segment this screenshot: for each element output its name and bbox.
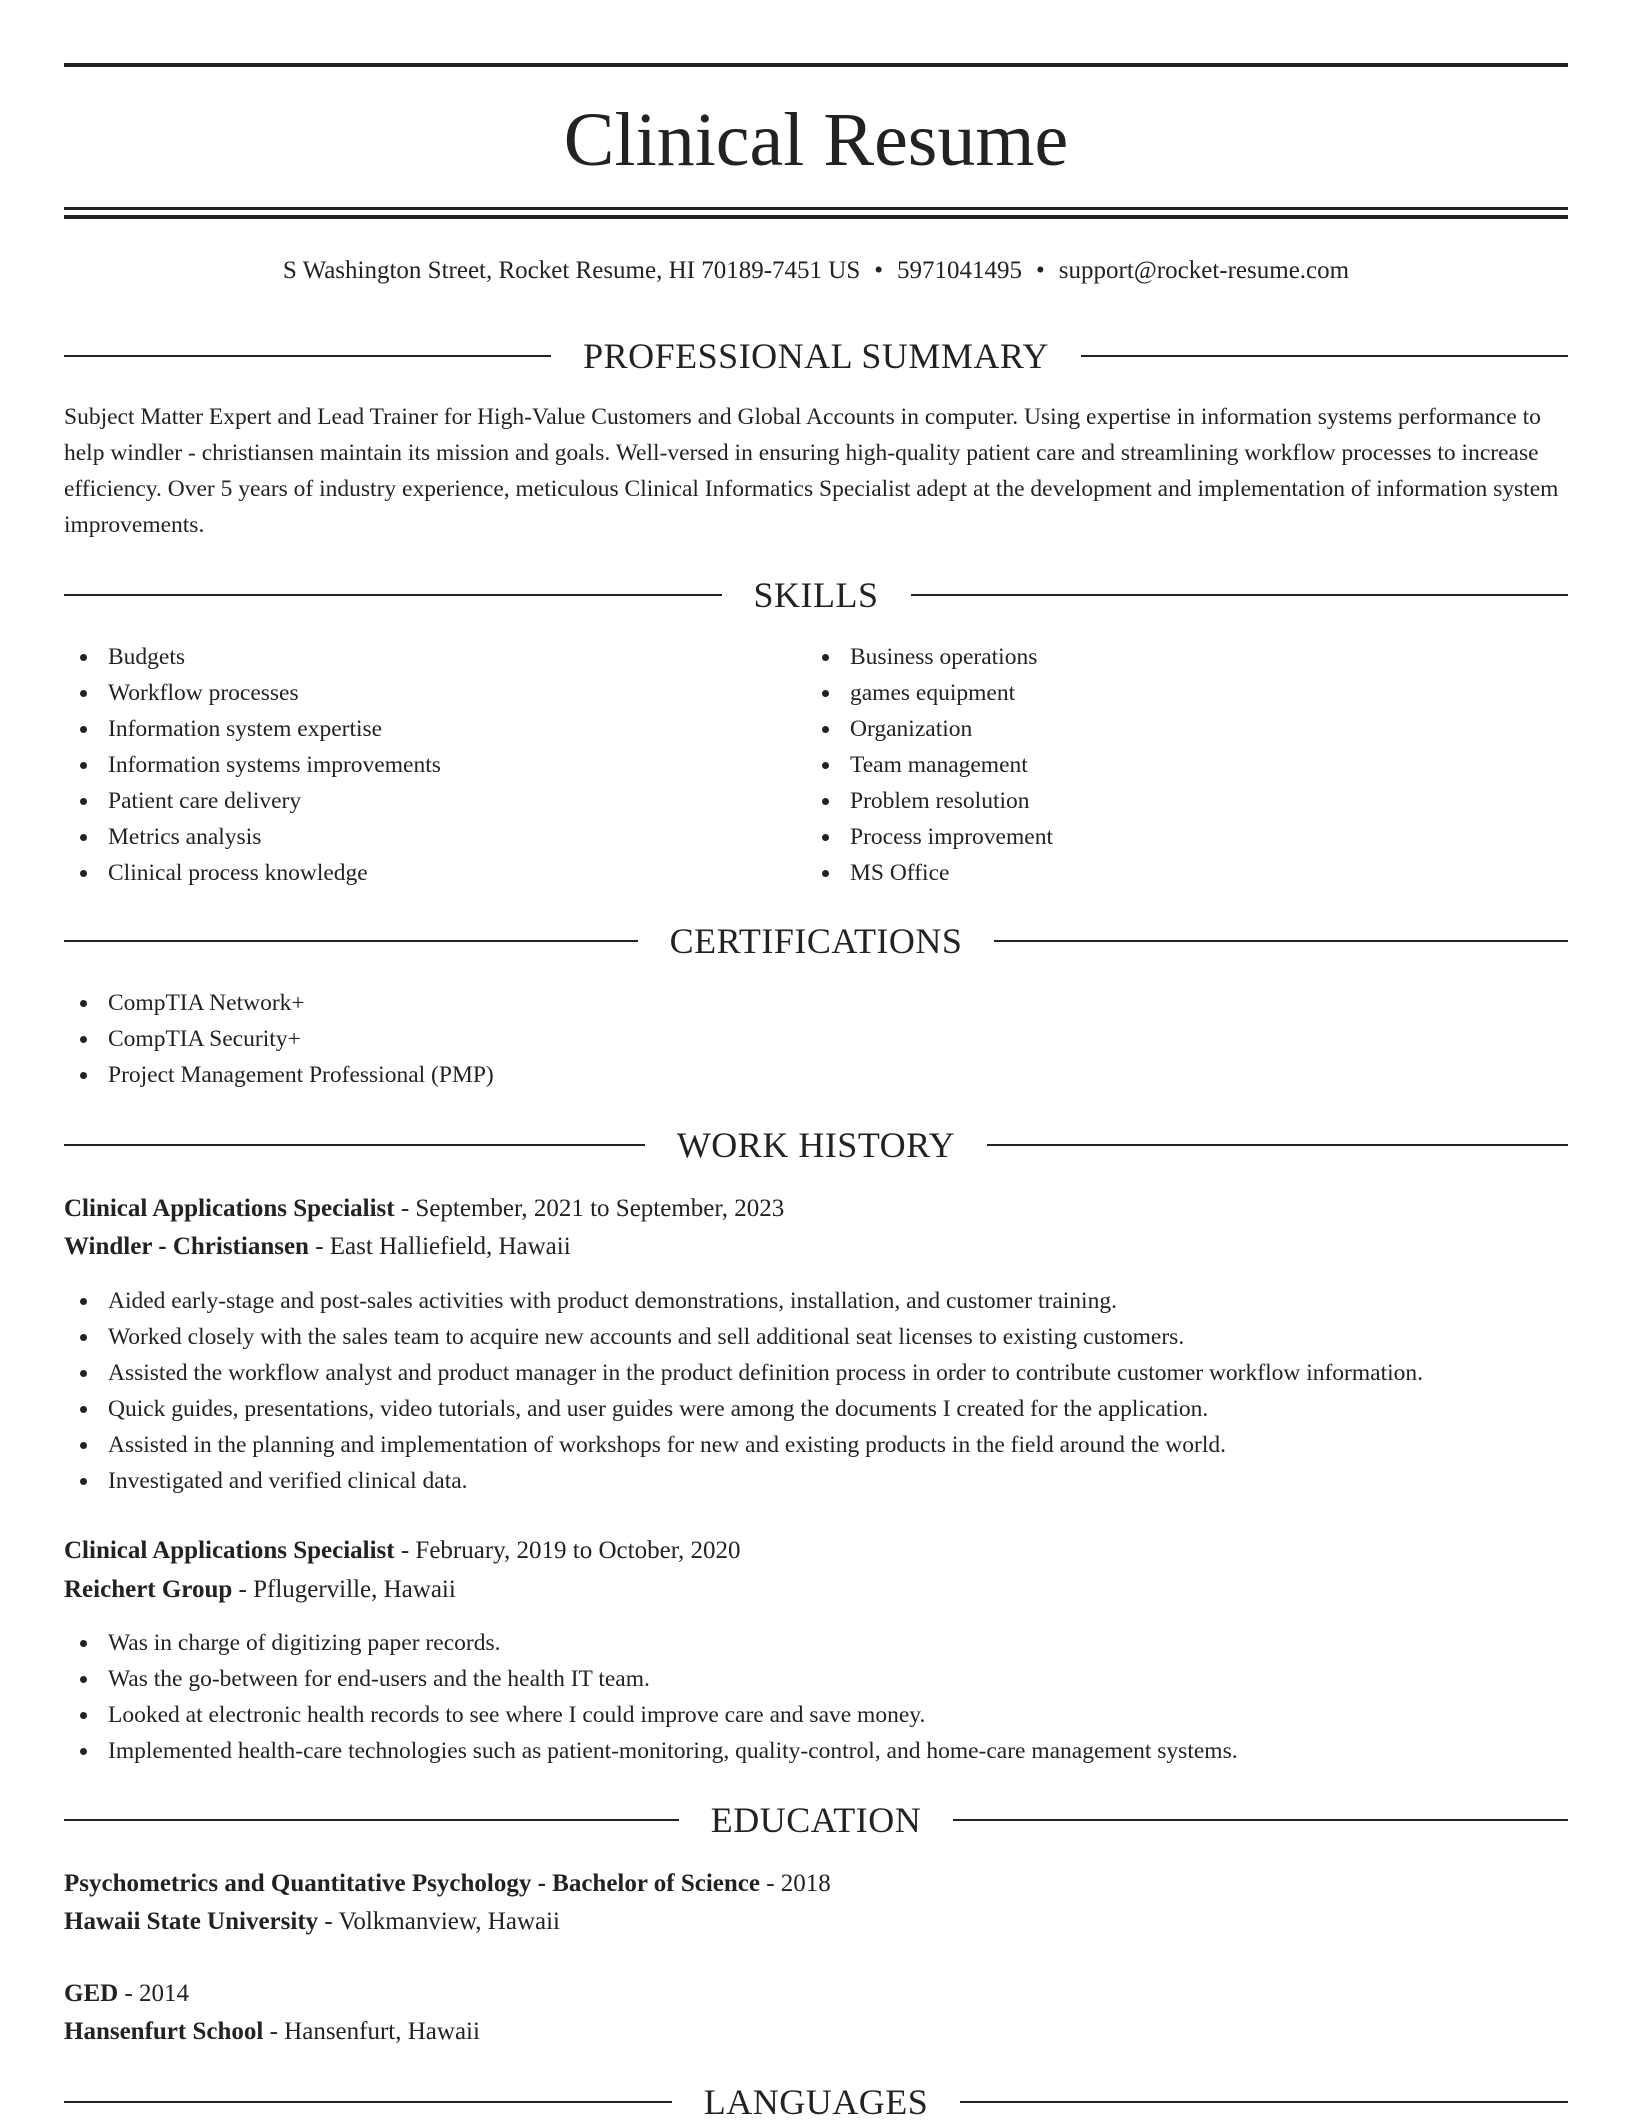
- resume-name: Clinical Resume: [563, 98, 1069, 182]
- job-title-line: [64, 1533, 741, 1569]
- heading-rule-left: [64, 1144, 645, 1146]
- certification-item: Project Management Professional (PMP): [64, 1057, 494, 1093]
- skill-item: Workflow processes: [64, 675, 441, 711]
- work-section-heading: [64, 1123, 1568, 1167]
- contact-line: [64, 254, 1568, 288]
- skill-item: games equipment: [806, 675, 1053, 711]
- certifications-list: [64, 985, 494, 1093]
- skill-item: Information system expertise: [64, 711, 441, 747]
- education-degree-line: [64, 1976, 189, 2012]
- job-bullet: Was in charge of digitizing paper records.: [64, 1625, 1238, 1661]
- education-location: - Hansenfurt, Hawaii: [263, 2018, 480, 2045]
- job-bullet: Worked closely with the sales team to acquire new accounts and sell additional seat licenses to existing customers.: [64, 1319, 1423, 1355]
- job-company-line: [64, 1229, 571, 1265]
- skills-list-left: [64, 639, 441, 891]
- job-dates: - February, 2019 to October, 2020: [394, 1537, 741, 1564]
- summary-section-heading: [64, 334, 1568, 378]
- certifications-section-heading: [64, 919, 1568, 963]
- job-location: - Pflugerville, Hawaii: [232, 1576, 456, 1603]
- job-bullet: Implemented health-care technologies such as patient-monitoring, quality-control, and home-care management systems.: [64, 1733, 1238, 1769]
- heading-rule-left: [64, 355, 551, 357]
- job-title-line: [64, 1191, 784, 1227]
- education-school: Hansenfurt School: [64, 2018, 264, 2045]
- contact-separator: •: [1036, 257, 1045, 284]
- job-location: - East Halliefield, Hawaii: [308, 1233, 571, 1260]
- skills-list-right: [806, 639, 1053, 891]
- heading-rule-left: [64, 1819, 679, 1821]
- job-bullet: Assisted the workflow analyst and product manager in the product definition process in order to contribute customer workflow information.: [64, 1355, 1423, 1391]
- skill-item: Problem resolution: [806, 783, 1053, 819]
- skill-item: Information systems improvements: [64, 747, 441, 783]
- job-bullet: Was the go-between for end-users and the health IT team.: [64, 1661, 1238, 1697]
- job-company: Reichert Group: [64, 1576, 233, 1603]
- job-bullet: Investigated and verified clinical data.: [64, 1463, 1423, 1499]
- heading-rule-right: [953, 1819, 1568, 1821]
- education-location: - Volkmanview, Hawaii: [318, 1908, 560, 1935]
- education-school: Hawaii State University: [64, 1908, 319, 1935]
- skill-item: Team management: [806, 747, 1053, 783]
- education-year: - 2018: [759, 1870, 831, 1897]
- certification-item: CompTIA Network+: [64, 985, 494, 1021]
- skills-section-title: SKILLS: [753, 575, 879, 615]
- heading-rule-right: [994, 940, 1568, 942]
- heading-rule-right: [911, 594, 1569, 596]
- job-bullet: Aided early-stage and post-sales activities with product demonstrations, installation, and customer training.: [64, 1283, 1423, 1319]
- skill-item: Patient care delivery: [64, 783, 441, 819]
- heading-rule-right: [960, 2101, 1568, 2103]
- skill-item: Budgets: [64, 639, 441, 675]
- job-title: Clinical Applications Specialist: [64, 1537, 395, 1564]
- education-section-heading: [64, 1798, 1568, 1842]
- job-title: Clinical Applications Specialist: [64, 1195, 395, 1222]
- heading-rule-left: [64, 940, 638, 942]
- header-double-rule-upper: [64, 207, 1568, 210]
- skill-item: Business operations: [806, 639, 1053, 675]
- certifications-section-title: CERTIFICATIONS: [669, 921, 963, 961]
- education-degree: Psychometrics and Quantitative Psychology - Bachelor of Science: [64, 1870, 760, 1897]
- skills-section-heading: [64, 573, 1568, 617]
- contact-email: support@rocket-resume.com: [1058, 257, 1350, 284]
- contact-separator: •: [874, 257, 884, 284]
- job-company-line: [64, 1572, 456, 1608]
- skill-item: Organization: [806, 711, 1053, 747]
- job-bullets: [64, 1283, 1423, 1499]
- skill-item: Process improvement: [806, 819, 1053, 855]
- skill-item: Metrics analysis: [64, 819, 441, 855]
- languages-section-heading: [64, 2080, 1568, 2124]
- job-bullet: Looked at electronic health records to see where I could improve care and save money.: [64, 1697, 1238, 1733]
- education-school-line: [64, 1904, 560, 1940]
- certification-item: CompTIA Security+: [64, 1021, 494, 1057]
- education-year: - 2014: [118, 1980, 190, 2007]
- work-section-title: WORK HISTORY: [676, 1125, 956, 1165]
- summary-text: Subject Matter Expert and Lead Trainer for High-Value Customers and Global Accounts in computer. Using expertise in information systems performance to help windler - christiansen maintain its mission and goals. Well-versed in ensuring high-quality patient care and streamlining workflow processes to increase efficiency. Over 5 years of industry experience, meticulous Clinical Informatics Specialist adept at the development and implementation of information system improvements.: [64, 404, 1559, 538]
- job-bullet: Quick guides, presentations, video tutorials, and user guides were among the documents I created for the application.: [64, 1391, 1423, 1427]
- heading-rule-right: [1081, 355, 1568, 357]
- job-bullets: [64, 1625, 1238, 1769]
- header-top-rule: [64, 63, 1568, 67]
- job-dates: - September, 2021 to September, 2023: [394, 1195, 785, 1222]
- education-degree: GED: [64, 1980, 119, 2007]
- job-company: Windler - Christiansen: [64, 1233, 309, 1260]
- heading-rule-left: [64, 2101, 672, 2103]
- contact-phone: 5971041495: [897, 257, 1023, 284]
- languages-section-title: LANGUAGES: [703, 2082, 929, 2122]
- header-double-rule-lower: [64, 215, 1568, 219]
- education-school-line: [64, 2014, 480, 2050]
- skill-item: Clinical process knowledge: [64, 855, 441, 891]
- contact-address: S Washington Street, Rocket Resume, HI 70189-7451 US: [282, 257, 861, 284]
- heading-rule-left: [64, 594, 722, 596]
- summary-section-title: PROFESSIONAL SUMMARY: [583, 336, 1049, 376]
- heading-rule-right: [987, 1144, 1568, 1146]
- education-section-title: EDUCATION: [710, 1800, 922, 1840]
- skill-item: MS Office: [806, 855, 1053, 891]
- education-degree-line: [64, 1866, 831, 1902]
- job-bullet: Assisted in the planning and implementation of workshops for new and existing products in the field around the world.: [64, 1427, 1423, 1463]
